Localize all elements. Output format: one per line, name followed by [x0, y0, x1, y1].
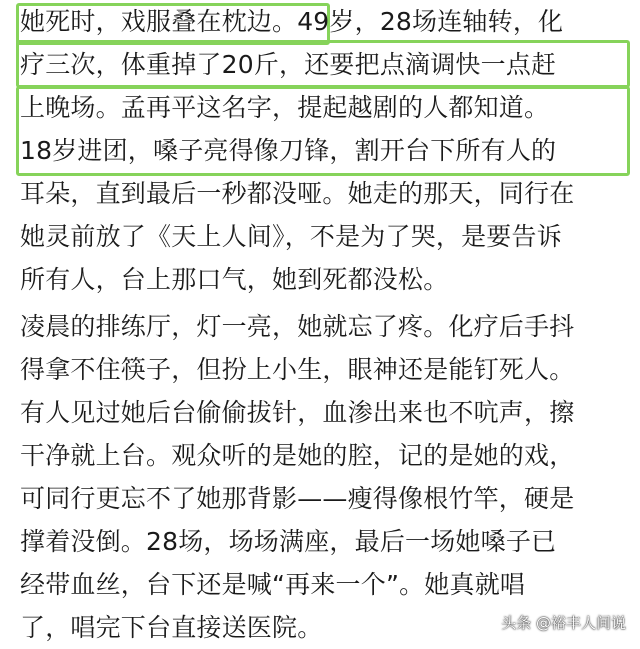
- article-body: [20, 0, 628, 649]
- text-line: 耳朵，直到最后一秒都没哑。她走的那天，同行在: [20, 179, 575, 208]
- text-line: 经带血丝，台下还是喊“再来一个”。她真就唱: [20, 570, 526, 599]
- text-line: 凌晨的排练厅，灯一亮，她就忘了疼。化疗后手抖: [20, 312, 575, 341]
- text-line: 18岁进团，嗓子亮得像刀锋，割开台下所有人的: [20, 136, 557, 165]
- text-line: 撑着没倒。28场，场场满座，最后一场她嗓子已: [20, 527, 557, 556]
- text-line: 可同行更忘不了她那背影——瘦得像根竹竿，硬是: [20, 484, 575, 513]
- text-line: 了，唱完下台直接送医院。: [20, 613, 323, 642]
- text-line: 干净就上台。观众听的是她的腔，记的是她的戏，: [20, 441, 575, 470]
- text-line: 疗三次，体重掉了20斤，还要把点滴调快一点赶: [20, 50, 557, 79]
- text-line: 所有人，台上那口气，她到死都没松。: [20, 265, 449, 294]
- text-line: 有人见过她后台偷偷拔针，血渗出来也不吭声，擦: [20, 398, 575, 427]
- text-line: 她死时，戏服叠在枕边。49岁，28场连轴转，化: [20, 7, 564, 36]
- watermark: 头条 @裕丰人间说: [501, 614, 626, 632]
- text-line: 上晚场。孟再平这名字，提起越剧的人都知道。: [20, 93, 550, 122]
- paragraph-2: [20, 305, 628, 649]
- text-line: 她灵前放了《天上人间》，不是为了哭，是要告诉: [20, 222, 562, 251]
- paragraph-1: [20, 0, 628, 301]
- text-line: 得拿不住筷子，但扮上小生，眼神还是能钉死人。: [20, 355, 575, 384]
